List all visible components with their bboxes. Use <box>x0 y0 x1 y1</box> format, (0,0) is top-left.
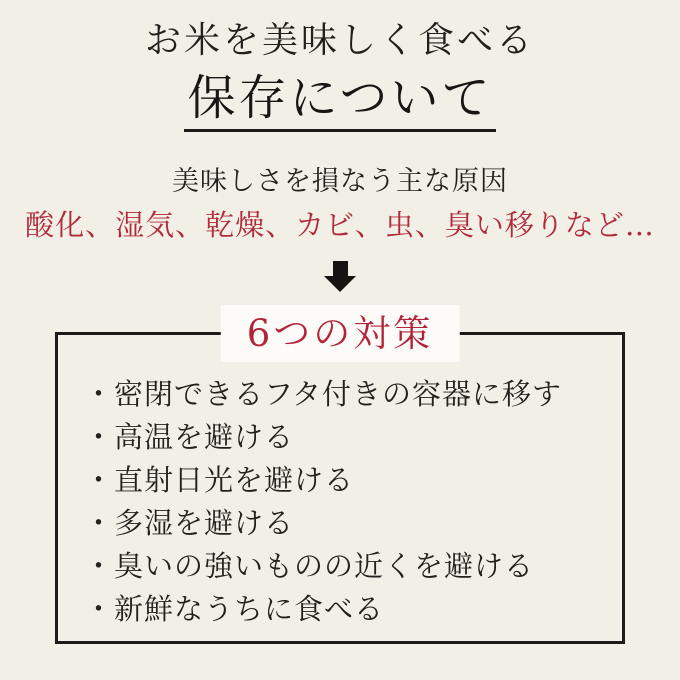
countermeasures-box <box>55 312 625 644</box>
bullet-icon: ・ <box>84 506 115 540</box>
causes-list: 酸化、湿気、乾燥、カビ、虫、臭い移りなど… <box>25 208 655 242</box>
list-item <box>84 594 622 624</box>
list-item <box>84 379 622 409</box>
countermeasures-title: 6つの対策 <box>221 305 460 362</box>
bullet-icon: ・ <box>84 420 115 454</box>
list-item-text: 密閉できるフタ付きの容器に移す <box>114 377 562 411</box>
bullet-icon: ・ <box>84 549 115 583</box>
list-item <box>84 422 622 452</box>
list-item <box>84 508 622 538</box>
list-item-text: 高温を避ける <box>114 420 295 454</box>
page-title-wrap <box>0 71 680 132</box>
down-arrow-head <box>324 276 356 292</box>
list-item <box>84 551 622 581</box>
bullet-icon: ・ <box>84 463 115 497</box>
list-item <box>84 465 622 495</box>
page-title: 保存について <box>184 71 495 132</box>
bullet-icon: ・ <box>84 377 115 411</box>
down-arrow-stem <box>333 261 348 276</box>
list-item-text: 直射日光を避ける <box>114 463 355 497</box>
page-subtitle: お米を美味しく食べる <box>144 20 535 61</box>
causes-heading: 美味しさを損なう主な原因 <box>172 166 508 197</box>
list-item-text: 新鮮なうちに食べる <box>114 592 385 626</box>
list-item-text: 多湿を避ける <box>114 506 295 540</box>
down-arrow-icon <box>324 261 356 292</box>
countermeasures-list <box>84 379 622 624</box>
bullet-icon: ・ <box>84 592 115 626</box>
list-item-text: 臭いの強いものの近くを避ける <box>114 549 535 583</box>
